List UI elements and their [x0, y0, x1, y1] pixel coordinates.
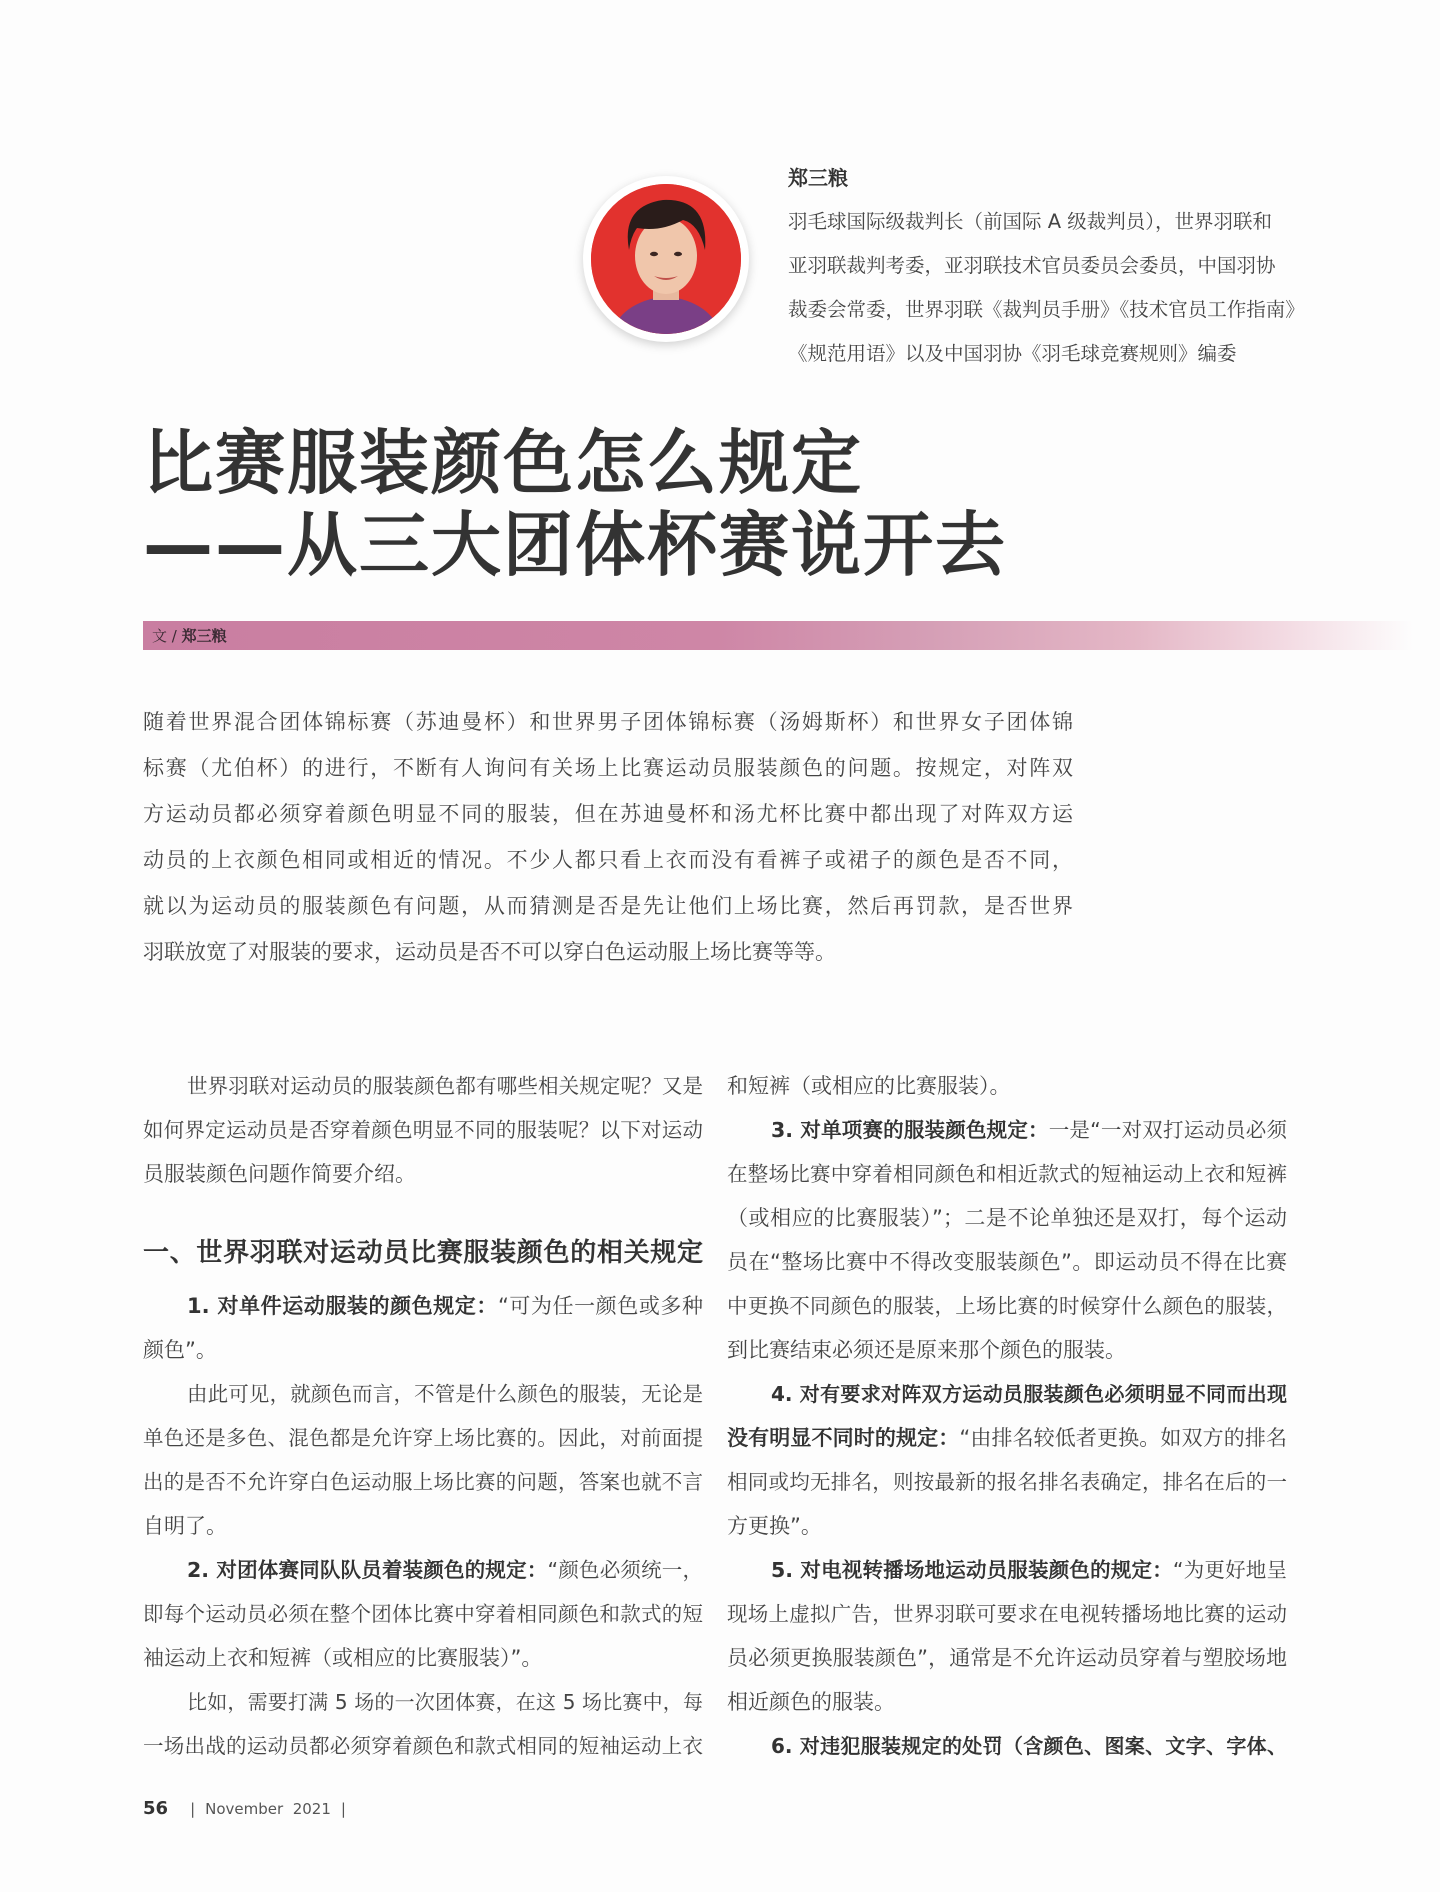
item-text: “为更好地呈 [1172, 1558, 1288, 1582]
body-line [143, 1556, 703, 1584]
body-line: 袖运动上衣和短裤（或相应的比赛服装）”。 [143, 1646, 543, 1670]
article-title-line-2: ——从三大团体杯赛说开去 [143, 504, 1007, 586]
intro-line: 随着世界混合团体锦标赛（苏迪曼杯）和世界男子团体锦标赛（汤姆斯杯）和世界女子团体锦 [143, 710, 1073, 734]
item-text: “可为任一颜色或多种 [497, 1294, 703, 1318]
page-footer [143, 1798, 356, 1819]
item-label: 1. 对单件运动服装的颜色规定： [187, 1294, 498, 1318]
body-line [727, 1556, 1287, 1584]
body-line: 自明了。 [143, 1514, 227, 1538]
body-line [143, 1292, 703, 1320]
item-label: 6. 对违犯服装规定的处罚（含颜色、图案、文字、字体、 [771, 1734, 1287, 1758]
item-text: “颜色必须统一， [547, 1558, 704, 1582]
body-line: 员在“整场比赛中不得改变服装颜色”。即运动员不得在比赛 [727, 1250, 1287, 1274]
author-name: 郑三粮 [788, 166, 848, 190]
body-line: 员服装颜色问题作简要介绍。 [143, 1162, 416, 1186]
body-line: 方更换”。 [727, 1514, 822, 1538]
body-line: 比如，需要打满 5 场的一次团体赛，在这 5 场比赛中，每 [187, 1690, 703, 1714]
body-line: 中更换不同颜色的服装，上场比赛的时候穿什么颜色的服装， [727, 1294, 1287, 1318]
author-bio-line: 羽毛球国际级裁判长（前国际 A 级裁判员），世界羽联和 [788, 210, 1272, 233]
intro-line: 标赛（尤伯杯）的进行，不断有人询问有关场上比赛运动员服装颜色的问题。按规定，对阵双 [143, 756, 1073, 780]
body-line: 现场上虚拟广告，世界羽联可要求在电视转播场地比赛的运动 [727, 1602, 1287, 1626]
item-text: “由排名较低者更换。如双方的排名 [959, 1426, 1288, 1450]
byline [152, 625, 227, 646]
body-line [727, 1116, 1287, 1144]
body-line: 和短裤（或相应的比赛服装）。 [727, 1074, 1011, 1098]
body-line: （或相应的比赛服装）”；二是不论单独还是双打，每个运动 [727, 1206, 1287, 1230]
body-line [727, 1424, 1287, 1452]
body-line: 相近颜色的服装。 [727, 1690, 895, 1714]
body-line: 颜色”。 [143, 1338, 217, 1362]
body-line: 由此可见，就颜色而言，不管是什么颜色的服装，无论是 [187, 1382, 703, 1406]
intro-line: 动员的上衣颜色相同或相近的情况。不少人都只看上衣而没有看裤子或裙子的颜色是否不同， [143, 848, 1073, 872]
item-label: 4. 对有要求对阵双方运动员服装颜色必须明显不同而出现 [771, 1382, 1287, 1406]
issue-date: November 2021 [205, 1800, 331, 1818]
body-line: 即每个运动员必须在整个团体比赛中穿着相同颜色和款式的短 [143, 1602, 703, 1626]
body-line: 出的是否不允许穿白色运动服上场比赛的问题，答案也就不言 [143, 1470, 703, 1494]
intro-line: 方运动员都必须穿着颜色明显不同的服装，但在苏迪曼杯和汤尤杯比赛中都出现了对阵双方运 [143, 802, 1073, 826]
body-line: 在整场比赛中穿着相同颜色和相近款式的短袖运动上衣和短裤 [727, 1162, 1287, 1186]
item-label: 3. 对单项赛的服装颜色规定： [771, 1118, 1049, 1142]
item-label: 没有明显不同时的规定： [727, 1426, 960, 1450]
item-label: 2. 对团体赛同队队员着装颜色的规定： [187, 1558, 548, 1582]
author-portrait-image [591, 184, 741, 334]
byline-bar [143, 621, 1413, 650]
body-line: 单色还是多色、混色都是允许穿上场比赛的。因此，对前面提 [143, 1426, 703, 1450]
article-title-line-1: 比赛服装颜色怎么规定 [143, 422, 863, 504]
footer-divider: | [190, 1800, 196, 1818]
body-line: 世界羽联对运动员的服装颜色都有哪些相关规定呢？又是 [187, 1074, 703, 1098]
body-line: 到比赛结束必须还是原来那个颜色的服装。 [727, 1338, 1126, 1362]
page-number: 56 [143, 1798, 169, 1819]
byline-prefix: 文 / [152, 627, 182, 645]
byline-author: 郑三粮 [181, 627, 227, 645]
body-line: 一场出战的运动员都必须穿着颜色和款式相同的短袖运动上衣 [143, 1734, 703, 1758]
item-text: 一是“一对双打运动员必须 [1048, 1118, 1287, 1142]
intro-line: 羽联放宽了对服装的要求，运动员是否不可以穿白色运动服上场比赛等等。 [143, 940, 836, 964]
author-bio-line: 亚羽联裁判考委，亚羽联技术官员委员会委员，中国羽协 [788, 254, 1276, 277]
author-photo [591, 184, 741, 334]
body-line: 相同或均无排名，则按最新的报名排名表确定，排名在后的一 [727, 1470, 1287, 1494]
body-line: 员必须更换服装颜色”，通常是不允许运动员穿着与塑胶场地 [727, 1646, 1287, 1670]
section-heading: 一、世界羽联对运动员比赛服装颜色的相关规定 [143, 1238, 703, 1268]
footer-divider: | [340, 1800, 346, 1818]
item-label: 5. 对电视转播场地运动员服装颜色的规定： [771, 1558, 1173, 1582]
intro-line: 就以为运动员的服装颜色有问题，从而猜测是否是先让他们上场比赛，然后再罚款，是否世界 [143, 894, 1073, 918]
author-bio-line: 裁委会常委，世界羽联《裁判员手册》《技术官员工作指南》 [788, 298, 1305, 321]
author-bio-line: 《规范用语》以及中国羽协《羽毛球竞赛规则》编委 [788, 342, 1237, 365]
body-line: 如何界定运动员是否穿着颜色明显不同的服装呢？以下对运动 [143, 1118, 703, 1142]
author-photo-frame [583, 176, 749, 342]
